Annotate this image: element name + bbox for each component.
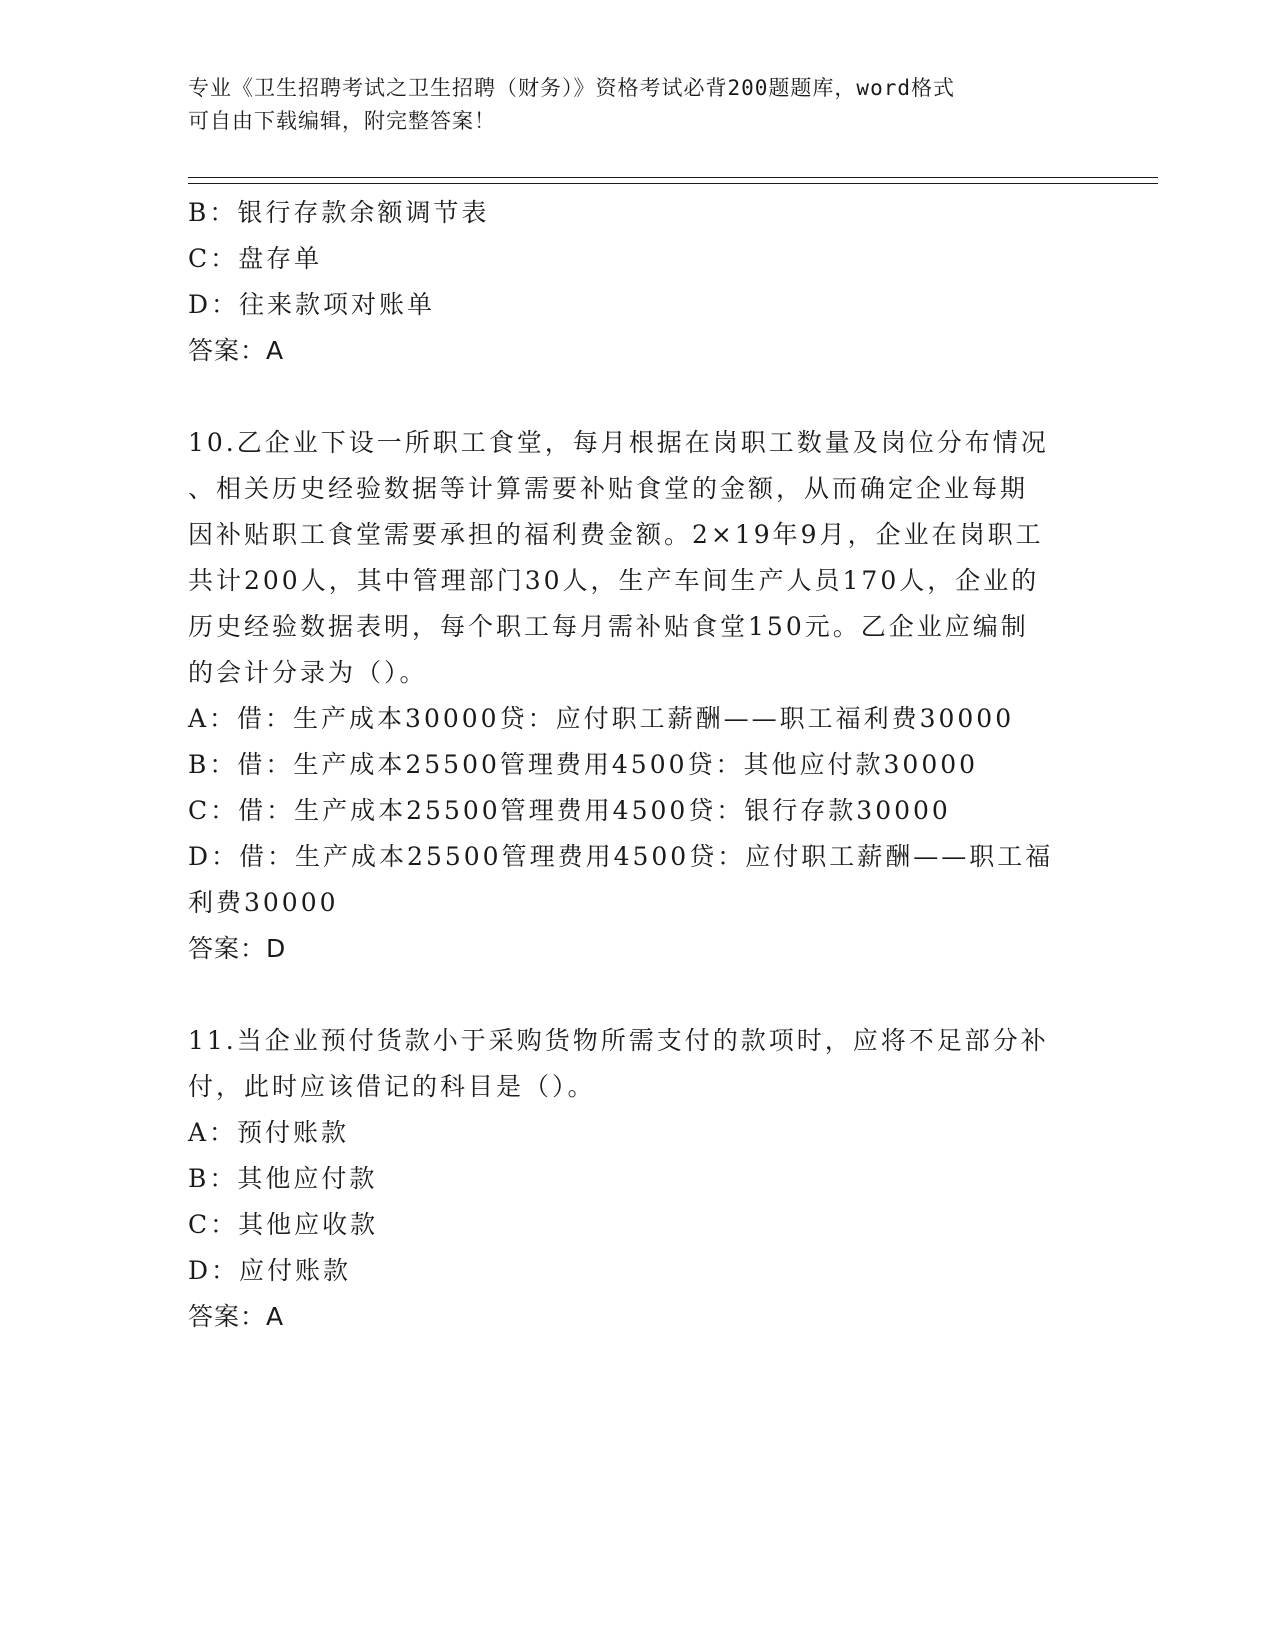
document-header (188, 72, 1088, 138)
question-9-tail (188, 190, 1088, 374)
question-text-line: 因补贴职工食堂需要承担的福利费金额。2×19年9月，企业在岗职工 (188, 520, 1044, 549)
question-text-line: 、相关历史经验数据等计算需要补贴食堂的金额，从而确定企业每期 (188, 474, 1029, 503)
option-d: D：往来款项对账单 (188, 290, 436, 319)
answer: 答案：D (188, 934, 287, 963)
question-text-line: 历史经验数据表明，每个职工每月需补贴食堂150元。乙企业应编制 (188, 612, 1029, 641)
option-a: A：预付账款 (188, 1118, 350, 1147)
option-c: C：盘存单 (188, 244, 323, 273)
question-text-line: 共计200人，其中管理部门30人，生产车间生产人员170人，企业的 (188, 566, 1040, 595)
question-10 (188, 420, 1088, 972)
question-text-line: 11.当企业预付货款小于采购货物所需支付的款项时，应将不足部分补 (188, 1026, 1049, 1055)
answer: 答案：A (188, 1302, 285, 1331)
option-d: D：应付账款 (188, 1256, 352, 1285)
header-title-line-2: 可自由下载编辑，附完整答案！ (188, 109, 496, 133)
option-b: B：借：生产成本25500管理费用4500贷：其他应付款30000 (188, 750, 979, 779)
option-b: B：其他应付款 (188, 1164, 378, 1193)
option-a: A：借：生产成本30000贷：应付职工薪酬——职工福利费30000 (188, 704, 1015, 733)
question-11 (188, 1018, 1088, 1340)
option-c: C：其他应收款 (188, 1210, 379, 1239)
question-text-line: 10.乙企业下设一所职工食堂，每月根据在岗职工数量及岗位分布情况 (188, 428, 1049, 457)
option-c: C：借：生产成本25500管理费用4500贷：银行存款30000 (188, 796, 951, 825)
answer: 答案：A (188, 336, 285, 365)
header-divider-top (188, 177, 1158, 178)
question-text-line: 付，此时应该借记的科目是（）。 (188, 1072, 596, 1101)
header-title-line-1: 专业《卫生招聘考试之卫生招聘（财务）》资格考试必背200题题库，word格式 (188, 76, 955, 100)
spacer (188, 972, 1088, 1018)
option-d: D：借：生产成本25500管理费用4500贷：应付职工薪酬——职工福 (188, 842, 1054, 871)
option-b: B：银行存款余额调节表 (188, 198, 490, 227)
question-text-line: 的会计分录为（）。 (188, 658, 428, 687)
document-body (188, 190, 1088, 1340)
spacer (188, 374, 1088, 420)
header-divider-bottom (188, 183, 1158, 184)
option-d-continued: 利费30000 (188, 888, 339, 917)
